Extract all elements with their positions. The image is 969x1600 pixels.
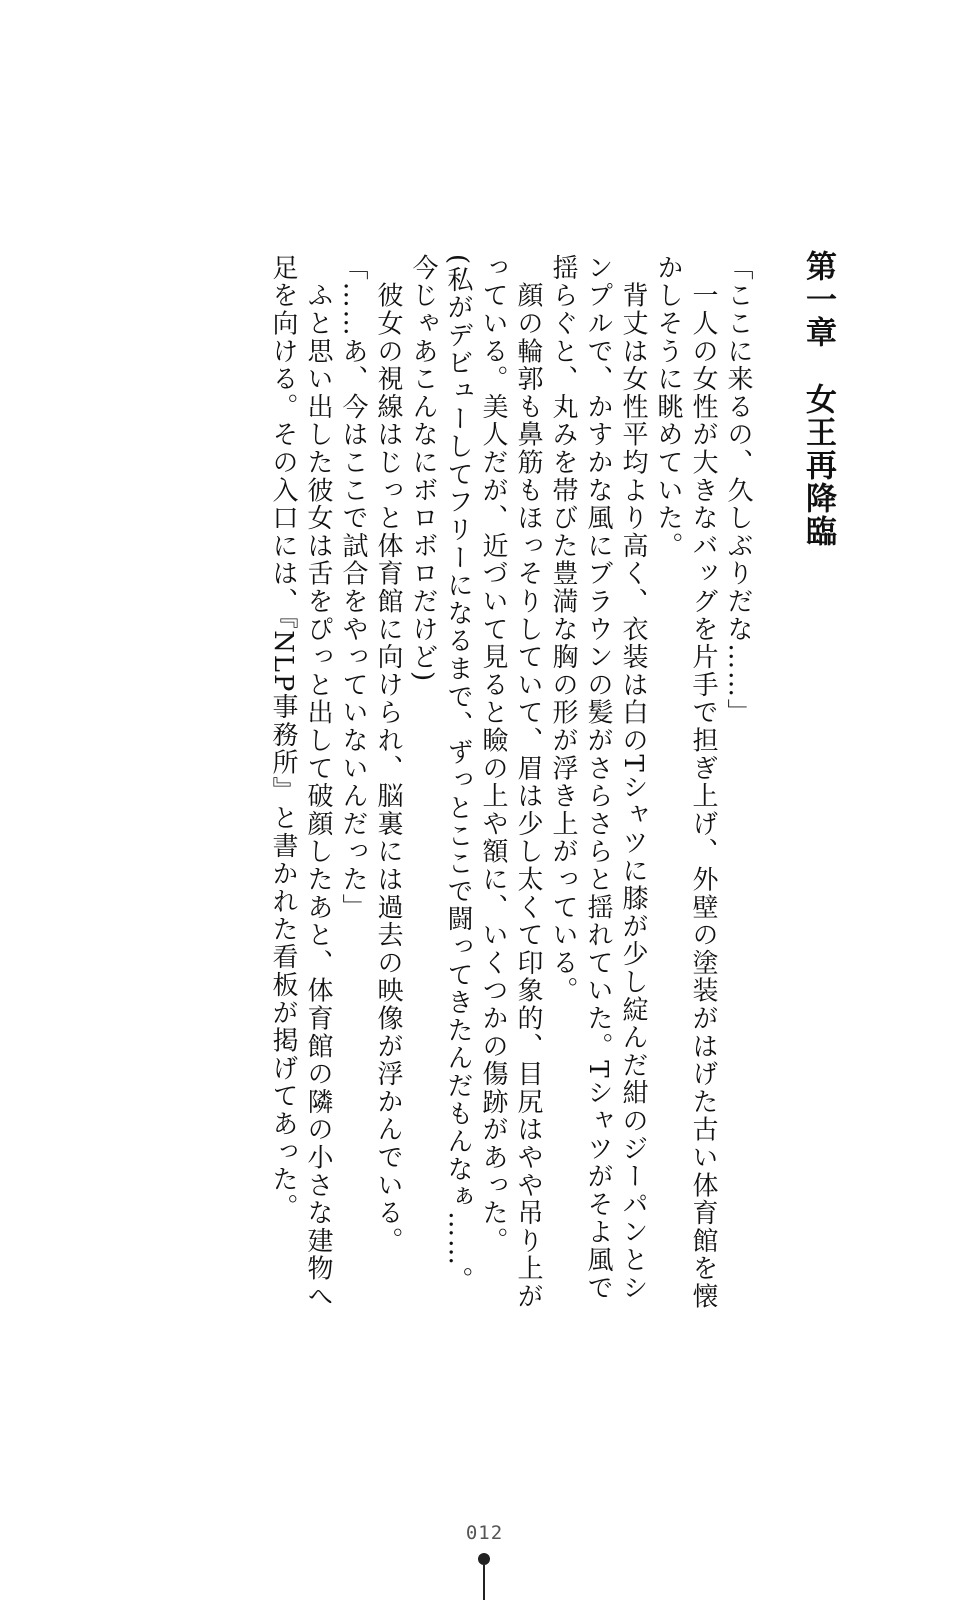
paragraph: 背丈は女性平均より高く、衣装は白のTシャツに膝が少し綻んだ紺のジーパンとシンプルで、かすかな風にブラウンの髪がさらさらと揺れていた。Tシャツがそよ風で揺らぐと、丸みを帯びた豊満な胸の形が浮き上がっている。: [548, 254, 648, 1302]
page-number: 012: [465, 1522, 504, 1544]
folio-rule-ornament: [483, 1565, 485, 1600]
body-text: [160, 254, 755, 1314]
chapter-title: 女王再降臨: [800, 383, 836, 548]
paragraph: (私がデビューしてフリーになるまで、ずっとここで闘ってきたんだもんなぁ……。今じゃあこんなにボロボロだけど): [408, 254, 473, 1295]
paragraph: 顔の輪郭も鼻筋もほっそりしていて、眉は少し太くて印象的、目尻はやや吊り上がっている。美人だが、近づいて見ると瞼の上や額に、いくつかの傷跡があった。: [478, 254, 543, 1311]
chapter-heading: [798, 250, 838, 590]
folio-dot-ornament: [478, 1553, 490, 1565]
paragraph: 「ここに来るの、久しぶりだな……」: [723, 254, 753, 727]
paragraph: 「……あ、今はここで試合をやっていないんだった」: [338, 254, 368, 922]
paragraph: 彼女の視線はじっと体育館に向けられ、脳裏には過去の映像が浮かんでいる。: [373, 254, 403, 1255]
paragraph: ふと思い出した彼女は舌をぴっと出して破顔したあと、体育館の隣の小さな建物へ足を向ける。その入口には、『NLP事務所』と書かれた看板が掲げてあった。: [268, 254, 333, 1311]
chapter-number: 第一章: [800, 250, 836, 349]
paragraph: 一人の女性が大きなバッグを片手で担ぎ上げ、外壁の塗装がはげた古い体育館を懐かしそうに眺めていた。: [653, 254, 718, 1311]
